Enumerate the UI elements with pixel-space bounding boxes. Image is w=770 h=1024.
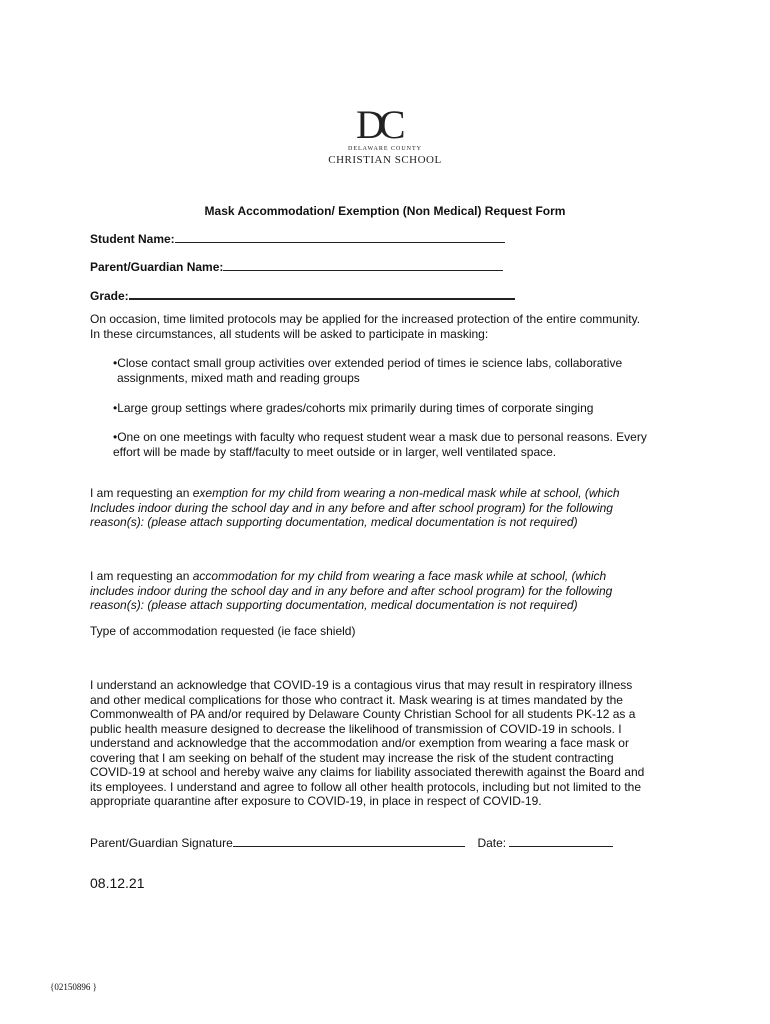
accommodation-request-paragraph: I am requesting an accommodation for my child from wearing a face mask while at school, (which includes indoor during the school day and in any before and after school program) for the following reason(s): (please attach supporting documentation, medical documentation is not required) (90, 569, 613, 612)
bullet-item: •Large group settings where grades/cohorts mix primarily during times of corporate singing (113, 401, 594, 415)
grade-label: Grade: (90, 289, 129, 303)
acknowledgement-paragraph: I understand an acknowledge that COVID-19 is a contagious virus that may result in respiratory illness and other medical complications for those who contract it. Mask wearing is at times mandated by the Commonwealth of PA and/or required by Delaware County Christian School for all students PK-12 as a public health measure designed to decrease the likelihood of transmission of COVID-19 in schools. I understand and acknowledge that the accommodation and/or exemption from wearing a face mask or covering that I am seeking on behalf of the student may increase the risk of the student contracting COVID-19 at school and hereby waive any claims for liability associated therewith against the Board and its employees. I understand and agree to follow all other health protocols, including but not limited to the appropriate quarantine after exposure to COVID-19, in place in respect of COVID-19. (90, 678, 645, 808)
student-name-line[interactable] (175, 230, 505, 243)
grade-line[interactable] (129, 286, 515, 300)
parent-name-label: Parent/Guardian Name: (90, 260, 224, 274)
dc-monogram-icon (356, 104, 414, 144)
svg-text:DC: DC (356, 104, 400, 144)
parent-name-line[interactable] (223, 258, 503, 271)
student-name-label: Student Name: (90, 232, 175, 246)
date-line[interactable] (509, 834, 613, 847)
intro-paragraph: On occasion, time limited protocols may be applied for the increased protection of the entire community. In these circumstances, all students will be asked to participate in masking: (90, 312, 641, 341)
exemption-request-paragraph: I am requesting an exemption for my child from wearing a non-medical mask while at school, (which Includes indoor during the school day and in any before and after school program) for the following reason(s): (please attach supporting documentation, medical documentation is not required) (90, 486, 620, 529)
signature-row (90, 834, 613, 850)
parent-name-field[interactable] (90, 258, 503, 274)
signature-line[interactable] (233, 834, 465, 847)
bullet-item: •Close contact small group activities over extended period of times ie science labs, collaborative assignments, mixed math and reading groups (113, 356, 623, 385)
form-revision-date: 08.12.21 (90, 875, 145, 891)
date-label: Date: (477, 836, 510, 850)
form-title: Mask Accommodation/ Exemption (Non Medical) Request Form (204, 204, 566, 218)
logo-line-1: DELAWARE COUNTY (347, 146, 422, 152)
student-name-field[interactable] (90, 230, 505, 246)
school-logo (320, 104, 450, 166)
grade-field[interactable] (90, 286, 515, 303)
bullet-item: •One on one meetings with faculty who request student wear a mask due to personal reasons. Every effort will be made by staff/faculty to meet outside or in larger, well ventilated space. (113, 430, 647, 459)
signature-label: Parent/Guardian Signature (90, 836, 233, 850)
logo-line-2: CHRISTIAN SCHOOL (328, 154, 442, 166)
document-id: {02150896 } (50, 982, 97, 992)
accommodation-type-label: Type of accommodation requested (ie face shield) (90, 624, 356, 638)
